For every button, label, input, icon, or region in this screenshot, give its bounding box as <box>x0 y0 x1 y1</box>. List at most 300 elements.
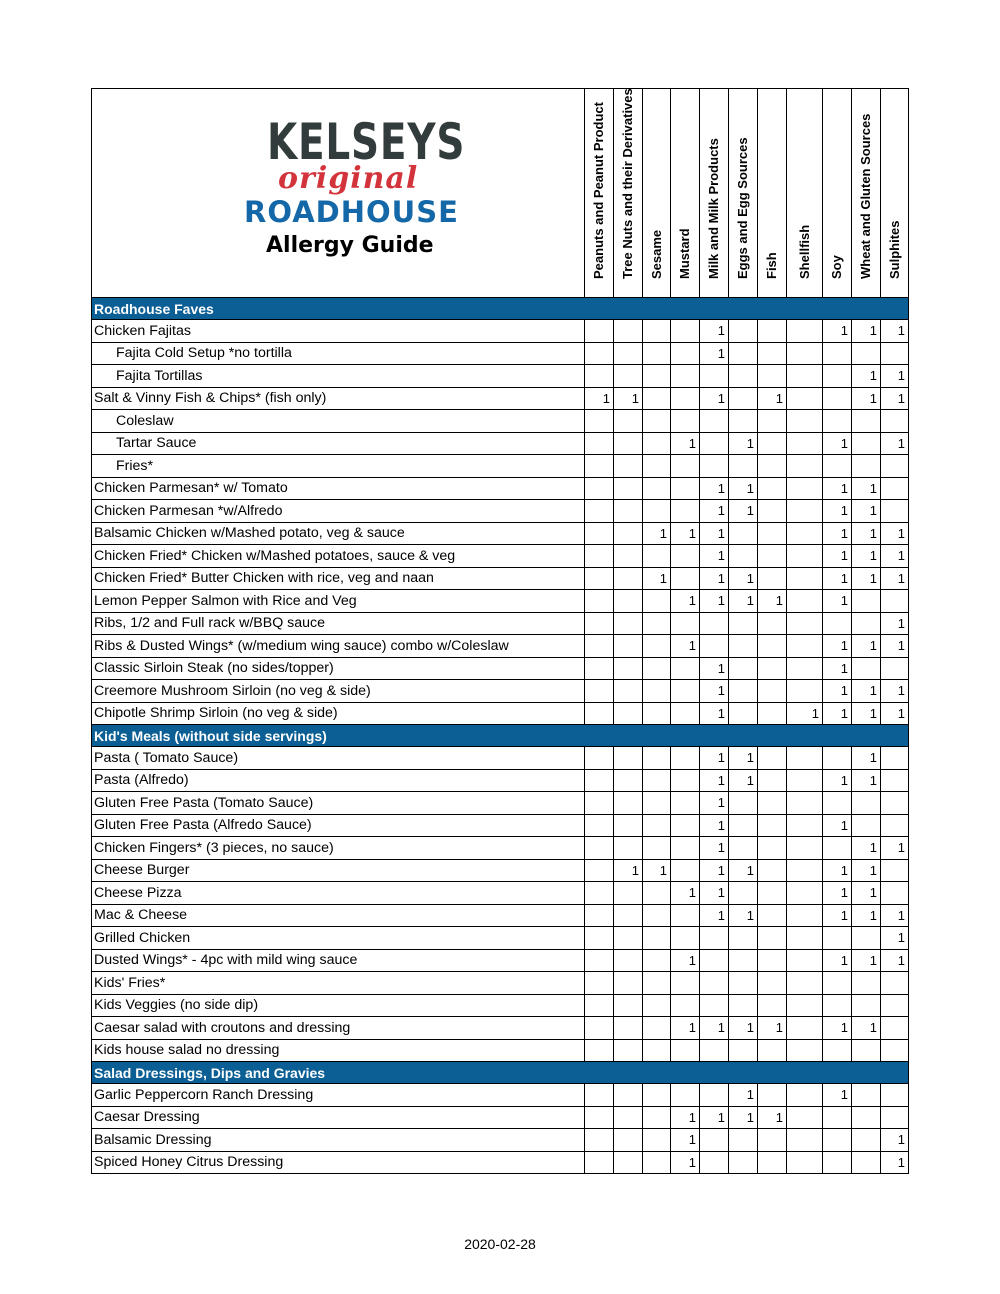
allergen-cell <box>823 612 852 635</box>
allergen-cell <box>643 590 671 613</box>
table-row <box>92 590 909 613</box>
allergen-cell <box>585 342 614 365</box>
allergen-cell: 1 <box>700 320 729 343</box>
allergen-cell <box>700 949 729 972</box>
allergen-cell <box>758 477 787 500</box>
allergen-cell <box>614 792 643 815</box>
allergen-cell: 1 <box>729 477 758 500</box>
allergen-cell <box>787 972 823 995</box>
allergen-cell: 1 <box>881 612 909 635</box>
allergen-column-header <box>823 89 852 298</box>
allergen-cell <box>729 657 758 680</box>
table-row <box>92 1129 909 1152</box>
allergen-cell: 1 <box>729 769 758 792</box>
allergen-cell <box>643 882 671 905</box>
menu-item-name: Pasta ( Tomato Sauce) <box>92 747 585 770</box>
allergen-cell <box>729 320 758 343</box>
allergen-cell <box>585 882 614 905</box>
allergen-cell <box>881 657 909 680</box>
menu-item-name: Fajita Tortillas <box>92 365 585 388</box>
menu-item-name: Ribs & Dusted Wings* (w/medium wing sauce) combo w/Coleslaw <box>92 635 585 658</box>
allergen-cell: 1 <box>881 432 909 455</box>
allergen-cell: 1 <box>852 702 881 725</box>
allergen-cell: 1 <box>700 859 729 882</box>
allergen-cell <box>671 972 700 995</box>
allergen-cell <box>787 1106 823 1129</box>
table-row <box>92 522 909 545</box>
allergen-cell <box>787 859 823 882</box>
allergen-cell <box>758 904 787 927</box>
allergen-cell <box>758 657 787 680</box>
allergen-cell <box>671 455 700 478</box>
allergen-cell <box>881 500 909 523</box>
allergen-cell <box>758 814 787 837</box>
allergen-cell <box>671 1039 700 1062</box>
allergen-cell <box>852 410 881 433</box>
table-row <box>92 1151 909 1174</box>
allergen-cell <box>614 1017 643 1040</box>
allergen-cell <box>729 994 758 1017</box>
allergen-cell <box>643 500 671 523</box>
allergen-cell <box>585 455 614 478</box>
allergen-cell <box>758 545 787 568</box>
allergen-cell <box>614 702 643 725</box>
allergen-cell: 1 <box>729 590 758 613</box>
allergen-cell <box>614 994 643 1017</box>
allergen-cell: 1 <box>700 1017 729 1040</box>
section-title: Kid's Meals (without side servings) <box>92 725 909 747</box>
allergen-cell <box>643 814 671 837</box>
allergen-cell <box>729 365 758 388</box>
allergen-cell: 1 <box>881 387 909 410</box>
allergen-cell <box>729 635 758 658</box>
allergen-cell <box>585 859 614 882</box>
allergen-cell <box>614 882 643 905</box>
table-row <box>92 455 909 478</box>
allergen-cell <box>614 927 643 950</box>
allergen-cell <box>787 1084 823 1107</box>
allergen-cell <box>787 1129 823 1152</box>
allergen-cell: 1 <box>585 387 614 410</box>
allergen-cell: 1 <box>823 769 852 792</box>
menu-item-name: Balsamic Dressing <box>92 1129 585 1152</box>
menu-item-name: Chicken Parmesan *w/Alfredo <box>92 500 585 523</box>
allergen-cell: 1 <box>823 949 852 972</box>
menu-item-name: Fries* <box>92 455 585 478</box>
menu-item-name: Chicken Parmesan* w/ Tomato <box>92 477 585 500</box>
allergen-cell <box>671 859 700 882</box>
section-title: Roadhouse Faves <box>92 298 909 320</box>
allergen-cell <box>881 1039 909 1062</box>
allergen-column-label: Peanuts and Peanut Product <box>591 102 606 279</box>
allergen-cell <box>671 1084 700 1107</box>
allergen-cell: 1 <box>729 747 758 770</box>
menu-item-name: Kids' Fries* <box>92 972 585 995</box>
allergen-cell: 1 <box>881 702 909 725</box>
allergen-cell <box>700 432 729 455</box>
allergen-column-label: Tree Nuts and their Derivatives <box>620 88 635 279</box>
allergen-cell: 1 <box>700 680 729 703</box>
menu-item-name: Creemore Mushroom Sirloin (no veg & side) <box>92 680 585 703</box>
allergen-cell: 1 <box>700 702 729 725</box>
allergen-cell <box>643 747 671 770</box>
allergen-cell <box>643 1017 671 1040</box>
allergen-cell <box>881 814 909 837</box>
allergen-cell <box>823 387 852 410</box>
allergen-cell: 1 <box>852 859 881 882</box>
allergen-cell: 1 <box>643 522 671 545</box>
allergen-cell: 1 <box>852 1017 881 1040</box>
allergen-cell: 1 <box>852 837 881 860</box>
allergen-cell <box>614 342 643 365</box>
allergen-cell: 1 <box>729 1017 758 1040</box>
allergen-cell <box>585 1129 614 1152</box>
menu-item-name: Caesar Dressing <box>92 1106 585 1129</box>
allergen-column-header <box>585 89 614 298</box>
allergen-cell: 1 <box>881 1151 909 1174</box>
header-row <box>92 89 909 298</box>
allergen-cell <box>700 972 729 995</box>
allergen-cell: 1 <box>823 522 852 545</box>
menu-item-name: Kids house salad no dressing <box>92 1039 585 1062</box>
allergen-cell <box>585 545 614 568</box>
table-row <box>92 904 909 927</box>
allergen-column-label: Fish <box>764 252 779 279</box>
allergen-cell <box>585 1106 614 1129</box>
allergen-cell <box>643 387 671 410</box>
menu-item-name: Coleslaw <box>92 410 585 433</box>
allergen-cell <box>787 769 823 792</box>
allergen-cell <box>585 590 614 613</box>
allergen-column-header <box>758 89 787 298</box>
allergen-cell <box>823 1039 852 1062</box>
allergen-cell: 1 <box>614 859 643 882</box>
allergen-cell <box>881 859 909 882</box>
allergen-cell <box>758 342 787 365</box>
allergen-cell <box>787 882 823 905</box>
allergen-cell <box>643 1151 671 1174</box>
allergen-cell: 1 <box>729 1084 758 1107</box>
table-row <box>92 702 909 725</box>
allergen-cell <box>614 972 643 995</box>
allergen-cell <box>758 949 787 972</box>
allergen-cell <box>700 1039 729 1062</box>
allergen-cell: 1 <box>881 680 909 703</box>
menu-item-name: Chicken Fajitas <box>92 320 585 343</box>
menu-item-name: Gluten Free Pasta (Tomato Sauce) <box>92 792 585 815</box>
table-row <box>92 769 909 792</box>
allergen-cell: 1 <box>823 882 852 905</box>
allergen-cell: 1 <box>729 500 758 523</box>
allergen-cell <box>700 1084 729 1107</box>
table-row <box>92 1039 909 1062</box>
allergen-cell <box>787 432 823 455</box>
allergen-cell <box>758 1039 787 1062</box>
allergen-cell: 1 <box>823 680 852 703</box>
allergen-cell <box>823 365 852 388</box>
allergen-cell <box>585 365 614 388</box>
allergen-cell <box>729 1039 758 1062</box>
allergen-cell: 1 <box>881 365 909 388</box>
allergen-cell <box>881 590 909 613</box>
allergen-cell <box>823 455 852 478</box>
allergen-cell <box>614 949 643 972</box>
section-header-row <box>92 1062 909 1084</box>
allergen-cell <box>787 612 823 635</box>
allergen-column-label: Milk and Milk Products <box>706 138 721 279</box>
menu-item-name: Spiced Honey Citrus Dressing <box>92 1151 585 1174</box>
allergen-cell <box>614 635 643 658</box>
allergen-cell <box>671 365 700 388</box>
allergen-cell <box>787 814 823 837</box>
allergen-column-label: Wheat and Gluten Sources <box>858 113 873 279</box>
allergen-cell <box>585 769 614 792</box>
allergen-column-label: Eggs and Egg Sources <box>735 137 750 279</box>
allergen-cell <box>758 927 787 950</box>
allergen-cell <box>643 320 671 343</box>
allergen-column-label: Sulphites <box>886 220 902 279</box>
allergen-cell <box>643 410 671 433</box>
allergen-cell <box>671 320 700 343</box>
allergen-cell <box>643 769 671 792</box>
menu-item-name: Chicken Fried* Butter Chicken with rice, veg and naan <box>92 567 585 590</box>
allergen-cell <box>585 522 614 545</box>
allergen-cell: 1 <box>823 859 852 882</box>
allergen-cell <box>852 1106 881 1129</box>
table-body <box>92 298 909 1174</box>
allergen-cell <box>787 545 823 568</box>
allergen-cell <box>758 769 787 792</box>
logo-roadhouse-text: ROADHOUSE <box>244 195 459 229</box>
allergen-cell <box>729 814 758 837</box>
allergen-cell: 1 <box>823 477 852 500</box>
allergen-cell <box>881 455 909 478</box>
allergen-cell: 1 <box>700 522 729 545</box>
allergen-cell <box>614 410 643 433</box>
allergen-column-label: Soy <box>829 255 844 279</box>
allergen-cell <box>758 1151 787 1174</box>
allergen-cell: 1 <box>881 522 909 545</box>
allergen-cell <box>758 747 787 770</box>
allergen-cell <box>643 1106 671 1129</box>
table-row <box>92 500 909 523</box>
allergen-cell: 1 <box>852 882 881 905</box>
allergen-cell <box>643 657 671 680</box>
allergen-cell <box>881 972 909 995</box>
table-row <box>92 387 909 410</box>
allergen-cell <box>758 882 787 905</box>
allergen-cell <box>643 1129 671 1152</box>
allergen-cell <box>852 1084 881 1107</box>
allergen-cell: 1 <box>852 769 881 792</box>
allergy-guide-sheet <box>91 88 908 1174</box>
guide-title: Allergy Guide <box>266 233 434 258</box>
table-row <box>92 477 909 500</box>
allergen-cell <box>585 320 614 343</box>
allergen-cell <box>643 477 671 500</box>
allergen-cell <box>614 837 643 860</box>
allergen-cell <box>758 320 787 343</box>
allergen-cell <box>643 342 671 365</box>
logo-cell <box>92 89 585 298</box>
menu-item-name: Pasta (Alfredo) <box>92 769 585 792</box>
table-row <box>92 635 909 658</box>
allergen-cell <box>758 994 787 1017</box>
allergen-cell <box>823 994 852 1017</box>
section-header-row <box>92 298 909 320</box>
allergen-cell <box>585 994 614 1017</box>
allergen-cell <box>585 1084 614 1107</box>
allergen-cell <box>881 1017 909 1040</box>
allergen-cell <box>852 432 881 455</box>
allergen-cell: 1 <box>852 522 881 545</box>
allergen-cell <box>787 500 823 523</box>
table-row <box>92 859 909 882</box>
allergen-cell <box>787 320 823 343</box>
allergen-cell: 1 <box>852 747 881 770</box>
allergen-cell <box>758 972 787 995</box>
logo-original-text: original <box>278 161 419 196</box>
table-row <box>92 994 909 1017</box>
allergen-cell <box>700 1129 729 1152</box>
allergen-cell <box>787 410 823 433</box>
allergen-cell: 1 <box>852 635 881 658</box>
table-row <box>92 320 909 343</box>
allergen-cell <box>852 657 881 680</box>
allergen-cell: 1 <box>852 387 881 410</box>
allergen-cell: 1 <box>700 477 729 500</box>
allergen-cell <box>671 747 700 770</box>
table-row <box>92 342 909 365</box>
allergen-cell <box>758 792 787 815</box>
menu-item-name: Lemon Pepper Salmon with Rice and Veg <box>92 590 585 613</box>
menu-item-name: Chicken Fried* Chicken w/Mashed potatoes, sauce & veg <box>92 545 585 568</box>
allergen-cell <box>643 972 671 995</box>
allergen-cell: 1 <box>881 927 909 950</box>
allergen-cell <box>671 342 700 365</box>
allergen-cell <box>787 635 823 658</box>
allergen-cell <box>585 814 614 837</box>
allergen-cell <box>729 927 758 950</box>
allergen-cell <box>881 747 909 770</box>
allergen-cell: 1 <box>700 657 729 680</box>
allergen-cell <box>643 635 671 658</box>
allergen-cell <box>614 904 643 927</box>
allergen-cell: 1 <box>700 590 729 613</box>
allergen-cell: 1 <box>823 500 852 523</box>
kelseys-logo <box>92 89 585 298</box>
allergen-cell <box>643 837 671 860</box>
allergen-cell <box>852 1129 881 1152</box>
allergen-cell <box>729 882 758 905</box>
allergen-cell <box>823 792 852 815</box>
allergen-cell <box>881 994 909 1017</box>
allergen-cell <box>585 702 614 725</box>
allergen-cell <box>852 342 881 365</box>
menu-item-name: Chipotle Shrimp Sirloin (no veg & side) <box>92 702 585 725</box>
allergen-cell <box>643 702 671 725</box>
allergen-cell <box>671 837 700 860</box>
table-row <box>92 747 909 770</box>
allergen-cell <box>671 994 700 1017</box>
allergen-cell <box>614 1151 643 1174</box>
allergen-cell: 1 <box>881 949 909 972</box>
allergen-cell: 1 <box>823 567 852 590</box>
allergen-cell <box>881 1084 909 1107</box>
allergen-cell <box>881 1106 909 1129</box>
allergen-cell: 1 <box>700 500 729 523</box>
allergen-cell <box>700 927 729 950</box>
allergen-cell: 1 <box>700 747 729 770</box>
allergen-cell: 1 <box>671 1017 700 1040</box>
allergen-cell <box>758 500 787 523</box>
allergen-cell <box>700 994 729 1017</box>
menu-item-name: Mac & Cheese <box>92 904 585 927</box>
allergen-cell: 1 <box>852 567 881 590</box>
allergen-cell <box>585 904 614 927</box>
allergen-cell <box>643 365 671 388</box>
allergen-cell <box>585 432 614 455</box>
allergen-cell <box>585 567 614 590</box>
menu-item-name: Cheese Burger <box>92 859 585 882</box>
allergen-cell <box>787 590 823 613</box>
allergen-cell <box>585 477 614 500</box>
allergen-cell <box>643 680 671 703</box>
allergen-column-header <box>643 89 671 298</box>
allergen-cell: 1 <box>758 590 787 613</box>
allergen-cell <box>729 949 758 972</box>
allergen-cell: 1 <box>671 432 700 455</box>
allergen-cell <box>787 994 823 1017</box>
allergen-cell <box>614 590 643 613</box>
allergen-cell <box>729 612 758 635</box>
allergen-cell: 1 <box>881 904 909 927</box>
section-title: Salad Dressings, Dips and Gravies <box>92 1062 909 1084</box>
allergen-cell <box>758 567 787 590</box>
allergen-cell: 1 <box>700 387 729 410</box>
allergen-cell <box>823 972 852 995</box>
allergen-column-header <box>729 89 758 298</box>
allergen-cell <box>671 769 700 792</box>
allergen-cell <box>643 927 671 950</box>
allergen-cell <box>585 972 614 995</box>
allergen-column-header <box>881 89 909 298</box>
allergen-cell: 1 <box>823 1017 852 1040</box>
allergen-cell: 1 <box>671 522 700 545</box>
allergen-cell <box>643 904 671 927</box>
allergen-cell <box>585 1039 614 1062</box>
allergen-cell <box>585 680 614 703</box>
table-row <box>92 814 909 837</box>
allergen-cell: 1 <box>700 882 729 905</box>
logo-kelseys-text: KELSEYS <box>267 113 466 171</box>
allergen-cell <box>758 1084 787 1107</box>
allergen-cell <box>823 410 852 433</box>
allergen-cell: 1 <box>758 1106 787 1129</box>
allergen-cell <box>671 477 700 500</box>
allergen-cell <box>671 612 700 635</box>
table-row <box>92 657 909 680</box>
table-row <box>92 612 909 635</box>
allergen-cell <box>585 657 614 680</box>
allergen-cell <box>671 657 700 680</box>
allergen-cell <box>758 635 787 658</box>
table-row <box>92 837 909 860</box>
allergen-cell <box>585 949 614 972</box>
allergen-cell <box>881 342 909 365</box>
allergen-cell <box>671 545 700 568</box>
allergen-cell <box>643 455 671 478</box>
